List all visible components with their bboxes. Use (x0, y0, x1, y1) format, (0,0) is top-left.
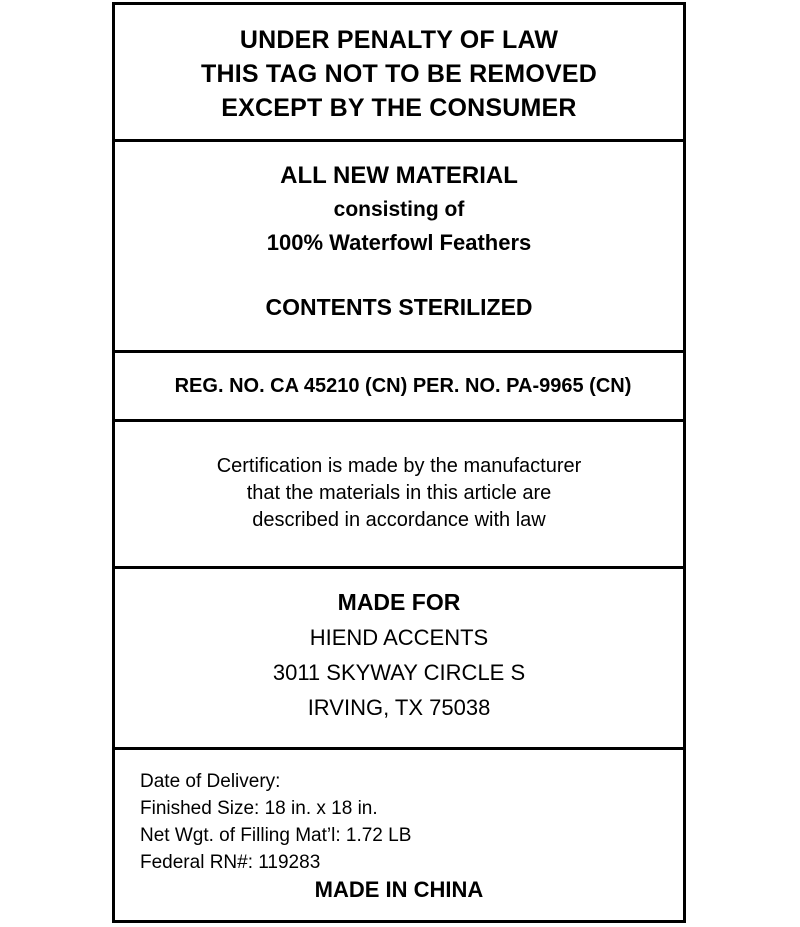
net-weight-filling-material: Net Wgt. of Filling Mat’l: 1.72 LB (140, 825, 412, 846)
material-composition: 100% Waterfowl Feathers (266, 230, 532, 255)
federal-rn-number: Federal RN#: 119283 (140, 852, 321, 873)
certification-line-3: described in accordance with law (252, 509, 546, 531)
penalty-section (115, 5, 683, 142)
company-city-state-zip: IRVING, TX 75038 (307, 695, 491, 720)
date-of-delivery: Date of Delivery: (140, 771, 281, 792)
company-name: HIEND ACCENTS (309, 625, 489, 650)
material-consisting-of: consisting of (333, 198, 465, 221)
made-for-section (115, 569, 683, 750)
certification-section (115, 422, 683, 569)
certification-line-1: Certification is made by the manufacturer (216, 455, 582, 477)
made-for-heading: MADE FOR (337, 589, 461, 615)
material-section (115, 142, 683, 353)
penalty-line-1: UNDER PENALTY OF LAW (239, 26, 559, 54)
company-street: 3011 SKYWAY CIRCLE S (272, 660, 526, 685)
penalty-line-2: THIS TAG NOT TO BE REMOVED (201, 60, 597, 88)
material-heading: ALL NEW MATERIAL (280, 162, 518, 189)
details-section (115, 750, 683, 922)
contents-sterilized: CONTENTS STERILIZED (265, 294, 533, 320)
certification-line-2: that the materials in this article are (246, 482, 552, 504)
country-of-origin: MADE IN CHINA (314, 877, 484, 902)
registration-section (115, 353, 683, 422)
law-label-tag (112, 2, 686, 923)
registration-numbers: REG. NO. CA 45210 (CN) PER. NO. PA-9965 (CN) (174, 375, 632, 397)
penalty-line-3: EXCEPT BY THE CONSUMER (221, 94, 577, 122)
finished-size: Finished Size: 18 in. x 18 in. (140, 798, 378, 819)
